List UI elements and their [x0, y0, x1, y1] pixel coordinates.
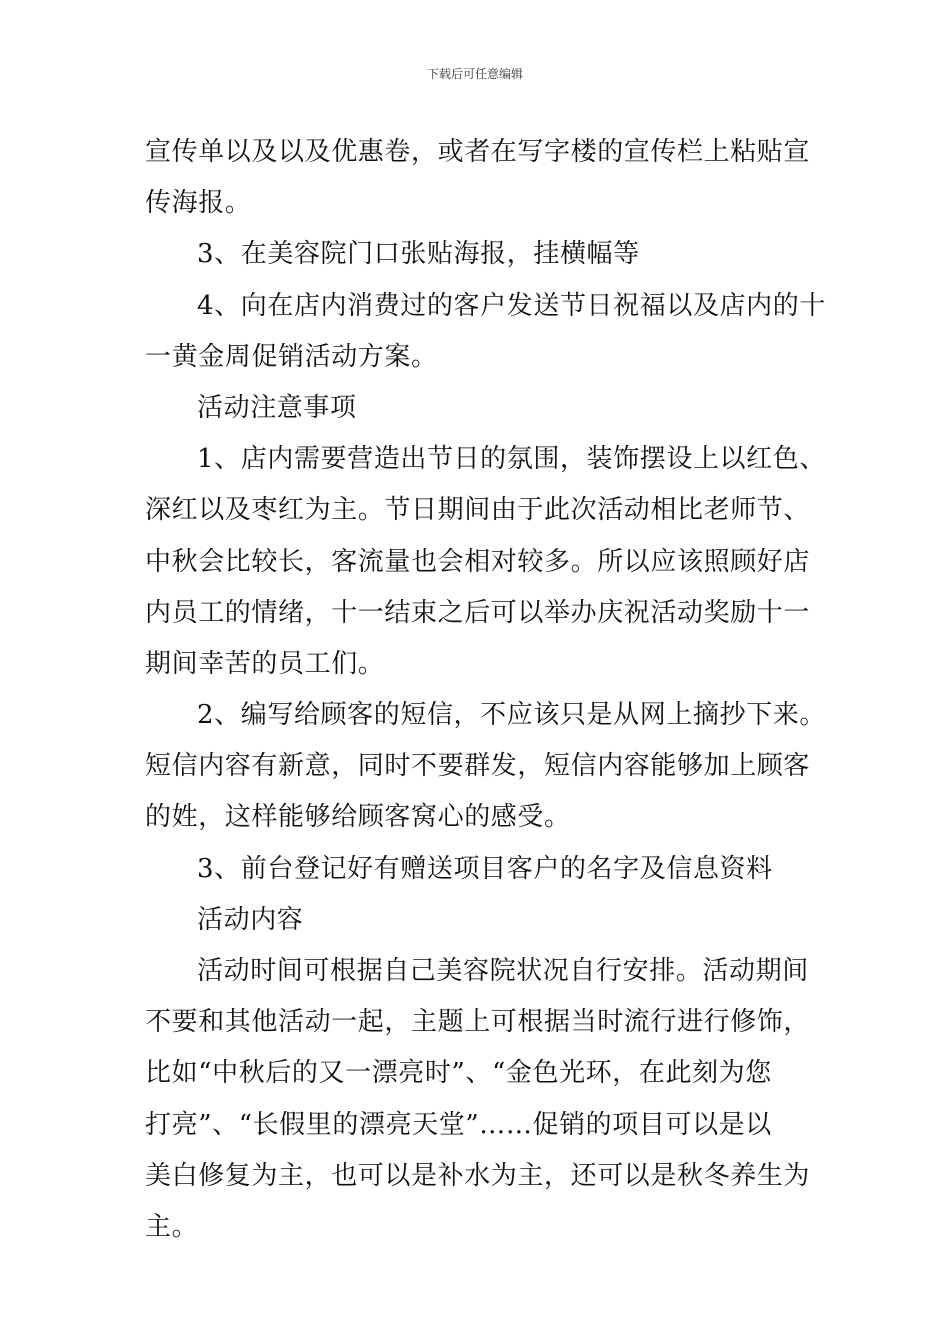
- text-line: 主。: [145, 1211, 199, 1242]
- text-line: 中秋会比较长，客流量也会相对较多。所以应该照顾好店: [145, 546, 811, 577]
- text-line: 的姓，这样能够给顾客窝心的感受。: [145, 802, 571, 833]
- text-line: 不要和其他活动一起，主题上可根据当时流行进行修饰，: [145, 1007, 811, 1038]
- text-line: 内员工的情绪，十一结束之后可以举办庆祝活动奖励十一: [145, 597, 811, 628]
- list-item-3: 3、在美容院门口张贴海报，挂横幅等: [197, 239, 640, 270]
- text-line: 宣传单以及以及优惠卷，或者在写字楼的宣传栏上粘贴宣: [145, 137, 811, 167]
- document-body: [145, 127, 826, 1253]
- list-item-4: 4、向在店内消费过的客户发送节日祝福以及店内的十: [197, 290, 826, 321]
- text-line: 期间幸苦的员工们。: [145, 648, 385, 679]
- text-line: 美白修复为主，也可以是补水为主，还可以是秋冬养生为: [145, 1160, 811, 1191]
- text-line: 比如“中秋后的又一漂亮时”、“金色光环，在此刻为您: [145, 1058, 772, 1089]
- text-line: 一黄金周促销活动方案。: [145, 341, 438, 372]
- section-heading-notes: 活动注意事项: [197, 392, 357, 423]
- text-line: 打亮”、“长假里的漂亮天堂”……促销的项目可以是以: [145, 1109, 772, 1140]
- page-header-note: 下载后可任意编辑: [426, 67, 523, 81]
- section-heading-content: 活动内容: [197, 904, 304, 935]
- text-line: 短信内容有新意，同时不要群发，短信内容能够加上顾客: [145, 751, 811, 782]
- notes-item-2: 2、编写给顾客的短信，不应该只是从网上摘抄下来。: [197, 700, 826, 731]
- notes-item-1: 1、店内需要营造出节日的氛围，装饰摆设上以红色、: [197, 444, 826, 475]
- content-paragraph: 活动时间可根据自己美容院状况自行安排。活动期间: [197, 956, 809, 986]
- notes-item-3: 3、前台登记好有赠送项目客户的名字及信息资料: [197, 853, 773, 884]
- text-line: 深红以及枣红为主。节日期间由于此次活动相比老师节、: [145, 495, 811, 526]
- text-line: 传海报。: [145, 188, 252, 219]
